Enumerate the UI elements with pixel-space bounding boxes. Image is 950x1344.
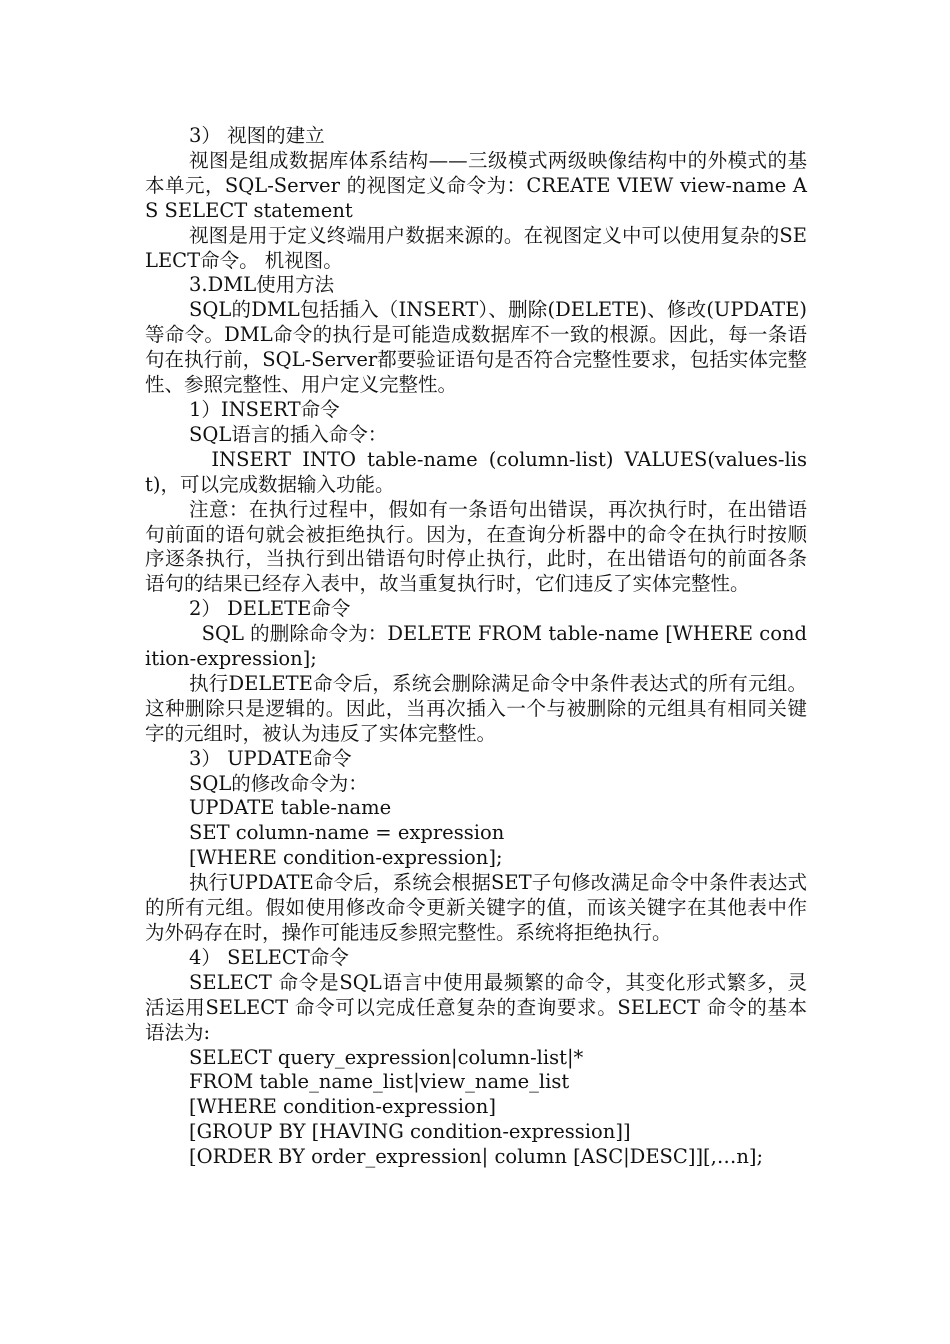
- code-line: SET column-name = expression: [189, 821, 505, 845]
- paragraph-dml-intro: SQL的DML包括插入（INSERT）、删除(DELETE)、修改(UPDATE)等命令。DML命令的执行是可能造成数据库不一致的根源。因此，每一条语句在执行前，SQL-Server都要验证语句是否符合完整性要求，包括实体完整性、参照完整性、用户定义完整性。: [145, 298, 807, 397]
- heading-insert: 1）INSERT命令: [189, 397, 340, 421]
- paragraph-insert-syntax: INSERT INTO table-name (column-list) VALUES(values-list)，可以完成数据输入功能。: [145, 447, 807, 496]
- heading-dml: 3.DML使用方法: [189, 273, 335, 297]
- code-line: [GROUP BY [HAVING condition-expression]]: [189, 1120, 631, 1144]
- heading-update: 3） UPDATE命令: [189, 746, 352, 770]
- paragraph-delete-explain: 执行DELETE命令后，系统会删除满足命令中条件表达式的所有元组。这种删除只是逻辑的。因此，当再次插入一个与被删除的元组具有相同关键字的元组时，被认为违反了实体完整性。: [145, 671, 807, 745]
- paragraph-view-purpose: 视图是用于定义终端用户数据来源的。在视图定义中可以使用复杂的SELECT命令。 机视图。: [145, 223, 807, 272]
- code-line: [WHERE condition-expression]: [189, 1095, 496, 1119]
- paragraph-update-explain: 执行UPDATE命令后，系统会根据SET子句修改满足命令中条件表达式的所有元组。假如使用修改命令更新关键字的值，而该关键字在其他表中作为外码存在时，操作可能违反参照完整性。系统将拒绝执行。: [145, 871, 807, 944]
- paragraph-view-definition: 视图是组成数据库体系结构——三级模式两级映像结构中的外模式的基本单元，SQL-Server 的视图定义命令为：CREATE VIEW view-name AS SELECT statement: [145, 148, 807, 222]
- code-line: FROM table_name_list|view_name_list: [189, 1070, 570, 1094]
- heading-view: 3） 视图的建立: [189, 124, 325, 147]
- document-page: [145, 124, 807, 1170]
- heading-delete: 2） DELETE命令: [189, 597, 351, 621]
- paragraph-insert-intro: SQL语言的插入命令：: [189, 422, 388, 446]
- paragraph-update-intro: SQL的修改命令为：: [189, 771, 368, 795]
- heading-select: 4） SELECT命令: [189, 945, 349, 969]
- paragraph-delete-syntax: SQL 的删除命令为：DELETE FROM table-name [WHERE condition-expression];: [145, 622, 807, 671]
- paragraph-insert-note: 注意：在执行过程中，假如有一条语句出错误，再次执行时，在出错语句前面的语句就会被拒绝执行。因为，在查询分析器中的命令在执行时按顺序逐条执行，当执行到出错语句时停止执行，此时，在出错语句的前面各条语句的结果已经存入表中，故当重复执行时，它们违反了实体完整性。: [145, 497, 807, 596]
- select-code-block: [145, 1046, 807, 1171]
- paragraph-select-intro: SELECT 命令是SQL语言中使用最频繁的命令，其变化形式繁多，灵活运用SELECT 命令可以完成任意复杂的查询要求。SELECT 命令的基本语法为:: [145, 970, 807, 1044]
- code-line: [WHERE condition-expression];: [189, 846, 503, 870]
- update-code-block: [145, 796, 807, 871]
- code-line: UPDATE table-name: [189, 796, 392, 820]
- code-line: [ORDER BY order_expression| column [ASC|DESC]][,…n];: [189, 1145, 764, 1169]
- code-line: SELECT query_expression|column-list|*: [189, 1045, 584, 1069]
